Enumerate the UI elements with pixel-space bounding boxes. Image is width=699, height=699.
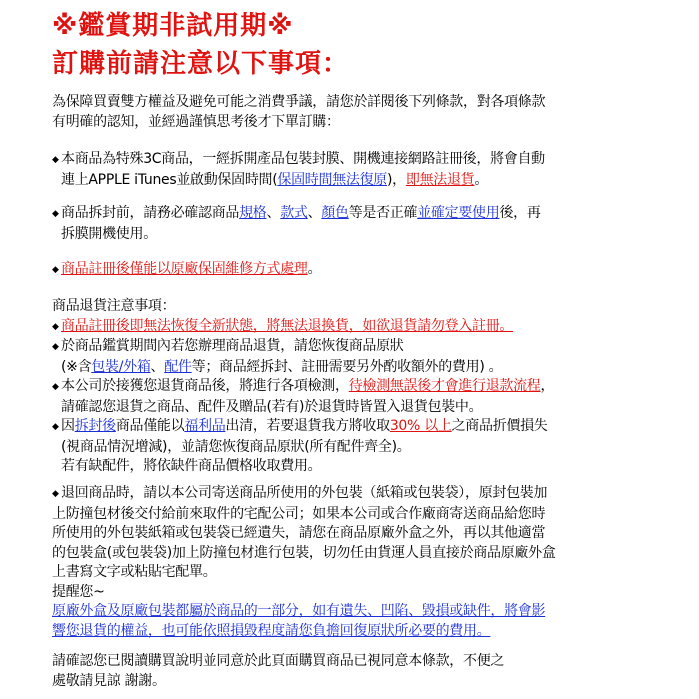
separator: 、 — [307, 205, 322, 221]
shipping-section — [52, 484, 664, 641]
warranty-not-restorable-text: 保固時間無法復原 — [277, 171, 387, 188]
warranty-repair-only-text: 商品註冊後僅能以原廠保固維修方式處理 — [61, 261, 308, 277]
return-item-text: (※含 — [61, 358, 92, 375]
shipping-text: 所使用的外包裝紙箱或包裝袋已經遺失，請您在商品原廠外盒之外，再以其他適當 — [52, 525, 546, 541]
main-heading: 訂購前請注意以下事項： — [52, 49, 350, 79]
shipping-text: 上書寫文字或粘貼宅配單。 — [52, 564, 217, 580]
appreciation-period-notice: ※鑑賞期非試用期※ — [52, 11, 294, 41]
closing-section — [52, 652, 664, 691]
bullet-text: 後，再 — [499, 205, 541, 221]
closing-text: 處敬請見諒 謝謝。 — [52, 672, 166, 689]
shipping-text: 退回商品時，請以本公司寄送商品所使用的外包裝（紙箱或包裝袋），原封包裝加 — [61, 485, 548, 501]
return-item-text: 若有缺配件，將依缺件商品價格收取費用。 — [61, 458, 322, 474]
depreciation-percent-text: 30% 以上 — [389, 418, 452, 434]
bullet-registration-warranty — [52, 150, 664, 190]
bullet-warranty-repair-only — [52, 260, 664, 281]
bullet-text: 等是否正確 — [348, 205, 418, 221]
bullet-text: 。 — [307, 261, 322, 277]
bullet-icon: ◆ — [52, 422, 59, 432]
bullet-icon: ◆ — [52, 382, 59, 392]
bullet-icon: ◆ — [52, 489, 59, 499]
color-text: 顏色 — [321, 205, 349, 221]
bullet-text: 。 — [474, 171, 489, 188]
intro-line: 有明確的認知，並經過謹慎思考後才下單訂購： — [52, 113, 340, 130]
bullet-text: 連上APPLE iTunes並啟動保固時間( — [61, 171, 278, 188]
return-item-text: 商品僅能以 — [115, 418, 185, 434]
intro-paragraph — [52, 93, 664, 132]
closing-text: 請確認您已閱讀購買說明並同意於此頁面購買商品已視同意本條款，不便之 — [52, 653, 505, 669]
confirm-use-text: 並確定要使用 — [417, 205, 500, 221]
spec-text: 規格 — [239, 205, 267, 221]
reminder-label: 提醒您~ — [52, 583, 105, 600]
bullet-icon: ◆ — [52, 342, 59, 352]
accessories-text: 配件 — [164, 358, 192, 375]
bullet-icon: ◆ — [52, 265, 59, 275]
bullet-text: 商品拆封前，請務必確認商品 — [61, 205, 240, 221]
return-item-text: 於商品鑑賞期間內若您辦理商品退貨，請您恢復商品原狀 — [61, 338, 404, 354]
return-item-text: ， — [540, 378, 555, 394]
bullet-text: 拆膜開機使用。 — [61, 225, 157, 242]
shipping-text: 上防撞包材後交付給前來取件的宅配公司；如果本公司或合作廠商寄送商品給您時 — [52, 505, 546, 522]
return-item-text: (視商品情況增減)，並請您恢復商品原狀(所有配件齊全)。 — [61, 438, 411, 455]
separator: 、 — [150, 358, 165, 375]
returns-section — [52, 297, 664, 477]
shipping-text: 的包裝盒(或包裝袋)加上防撞包材進行包裝，切勿任由貨運人員直接於商品原廠外盒 — [52, 544, 556, 561]
refund-after-inspection-text: 待檢測無誤後才會進行退款流程 — [348, 378, 541, 394]
bullet-text: 本商品為特殊3C商品，一經拆開產品包裝封膜、開機連接網路註冊後，將會自動 — [61, 151, 545, 167]
refurbished-text: 福利品 — [184, 418, 226, 434]
no-exchange-after-registration-text: 商品註冊後即無法恢復全新狀態，將無法退換貨，如欲退貨請勿登入註冊。 — [61, 317, 514, 334]
return-item-text: 等；商品經拆封、註冊需要另外酌收額外的費用) 。 — [191, 358, 503, 375]
no-return-text: 即無法退貨 — [405, 171, 475, 188]
packaging-warning-text: 響您退貨的權益，也可能依照損毀程度請您負擔回復原狀所必要的費用。 — [52, 622, 491, 639]
bullet-check-before-opening — [52, 204, 664, 244]
bullet-text: )， — [387, 171, 406, 188]
return-item-text: 之商品折價損失 — [451, 418, 548, 434]
bullet-icon: ◆ — [52, 209, 59, 219]
return-item-text: 請確認您退貨之商品、配件及贈品(若有)於退貨時皆置入退貨包裝中。 — [61, 398, 483, 415]
return-item-text: 因 — [61, 418, 75, 434]
returns-heading: 商品退貨注意事項： — [52, 298, 176, 314]
return-item-text: 本公司於接獲您退貨商品後，將進行各項檢測， — [61, 378, 349, 394]
packaging-text: 包裝/外箱 — [91, 358, 151, 375]
style-text: 款式 — [280, 205, 308, 221]
packaging-warning-text: 原廠外盒及原廠包裝都屬於商品的一部分，如有遺失、凹陷、毀損或缺件，將會影 — [52, 603, 546, 619]
return-item-text: 出清，若要退貨我方將收取 — [225, 418, 390, 434]
after-opening-text: 拆封後 — [74, 418, 116, 434]
intro-line: 為保障買賣雙方權益及避免可能之消費爭議，請您於詳閱後下列條款，對各項條款 — [52, 94, 546, 110]
bullet-icon: ◆ — [52, 155, 59, 165]
bullet-icon: ◆ — [52, 321, 59, 332]
separator: 、 — [266, 205, 281, 221]
